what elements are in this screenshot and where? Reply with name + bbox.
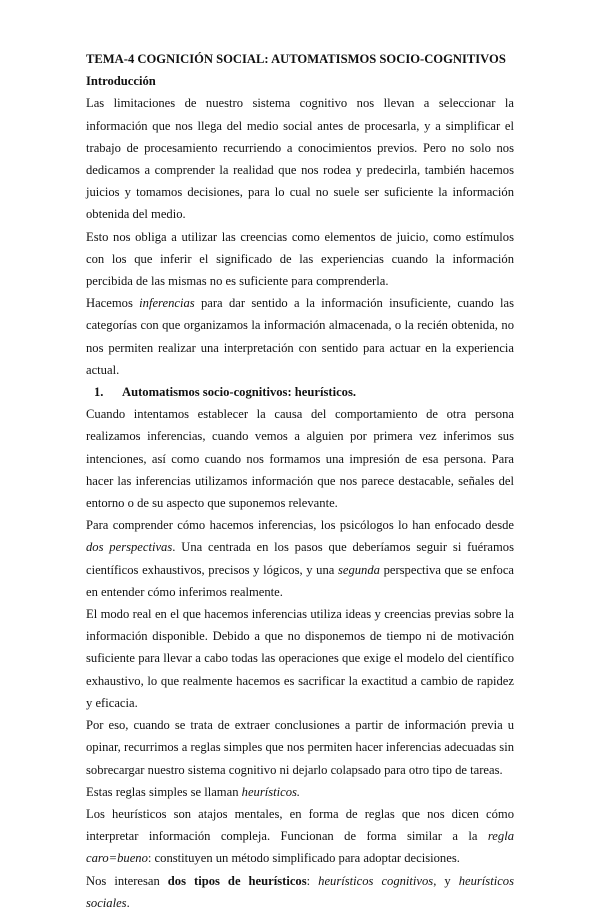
paragraph-10-text-g: . — [126, 895, 130, 910]
paragraph-10-emphasis-2: heurísticos sociales — [86, 873, 514, 910]
document-body — [86, 48, 514, 914]
paragraph-10-text-a: Nos interesan — [86, 873, 168, 888]
paragraph-6: El modo real en el que hacemos inferencias utiliza ideas y creencias previas sobre la información disponible. Debido a que no disponemos de tiempo ni de motivación suficiente para llevar a cabo todas las operaciones que exige el modelo del científico exhaustivo, lo que realmente hacemos es sacrificar la exactitud a cambio de rapidez y eficacia. — [86, 607, 514, 710]
paragraph-10-text-c: : — [306, 873, 319, 888]
paragraph-5-text-a: Para comprender cómo hacemos inferencias, los psicólogos lo han enfocado desde — [86, 518, 514, 533]
paragraph-5 — [86, 514, 514, 603]
paragraph-5-emphasis-2: segunda — [337, 562, 380, 577]
paragraph-9-text-c: : constituyen un método simplificado para adoptar decisiones. — [147, 851, 460, 866]
paragraph-4: Cuando intentamos establecer la causa del comportamiento de otra persona realizamos inferencias, cuando vemos a alguien por primera vez inferimos sus intenciones, así como cuando nos formamos una impresión de esa persona. Para hacer las inferencias utilizamos información que nos parece destacable, señales del entorno o de su aspecto que suponemos relevante. — [86, 407, 514, 511]
section-1-title: Automatismos socio-cognitivos: heurísticos. — [122, 385, 357, 400]
paragraph-5-text-c: . Una centrada en los pasos que deberíamos seguir si fuéramos científicos exhaustivos, precisos y lógicos, y una — [86, 540, 514, 577]
paragraph-3-text-c: para dar sentido a la información insuficiente, cuando las categorías con que organizamos la información almacenada, o la recién obtenida, no nos permiten realizar una interpretación con sentido para actuar en la experiencia actual. — [86, 296, 514, 377]
section-1-heading — [86, 381, 514, 403]
paragraph-3-text-a: Hacemos — [86, 296, 140, 311]
document-title: TEMA-4 COGNICIÓN SOCIAL: AUTOMATISMOS SOCIO-COGNITIVOS — [86, 52, 506, 66]
paragraph-3 — [86, 292, 514, 381]
paragraph-10 — [86, 870, 514, 914]
paragraph-8-text-a: Estas reglas simples se llaman — [86, 784, 242, 799]
paragraph-9 — [86, 803, 514, 870]
paragraph-5-emphasis-1: dos perspectivas — [86, 540, 173, 555]
intro-heading: Introducción — [86, 74, 156, 89]
paragraph-8 — [86, 781, 514, 803]
paragraph-8-emphasis: heurísticos. — [241, 784, 301, 799]
paragraph-10-emphasis-1: heurísticos cognitivos — [318, 873, 434, 888]
paragraph-10-bold: dos tipos de heurísticos — [167, 873, 307, 888]
paragraph-9-emphasis: regla caro=bueno — [86, 829, 514, 866]
paragraph-10-text-e: , y — [433, 873, 459, 888]
paragraph-7: Por eso, cuando se trata de extraer conclusiones a partir de información previa u opinar, recurrimos a reglas simples que nos permiten hacer inferencias adecuadas sin sobrecargar nuestro sistema cognitivo ni dejarlo colapsado para otro tipo de tareas. — [86, 718, 514, 777]
paragraph-3-emphasis: inferencias — [139, 296, 195, 311]
paragraph-2: Esto nos obliga a utilizar las creencias como elementos de juicio, como estímulos con los que inferir el significado de las experiencias cuando la información percibida de las mismas no es suficiente para comprenderla. — [86, 229, 514, 289]
paragraph-5-text-e: perspectiva que se enfoca en entender cómo inferimos realmente. — [86, 562, 514, 599]
section-1-number: 1. — [94, 385, 104, 400]
paragraph-9-text-a: Los heurísticos son atajos mentales, en forma de reglas que nos dicen cómo interpretar información compleja. Funcionan de forma similar a la — [86, 806, 514, 844]
paragraph-1: Las limitaciones de nuestro sistema cognitivo nos llevan a seleccionar la información que nos llega del medio social antes de procesarla, y a simplificar el trabajo de procesamiento recurriendo a conocimientos previos. Pero no solo nos dedicamos a comprender la realidad que nos rodea y predecirla, también hacemos juicios y tomamos decisiones, para lo cual no suele ser suficiente la información obtenida del medio. — [86, 96, 514, 222]
